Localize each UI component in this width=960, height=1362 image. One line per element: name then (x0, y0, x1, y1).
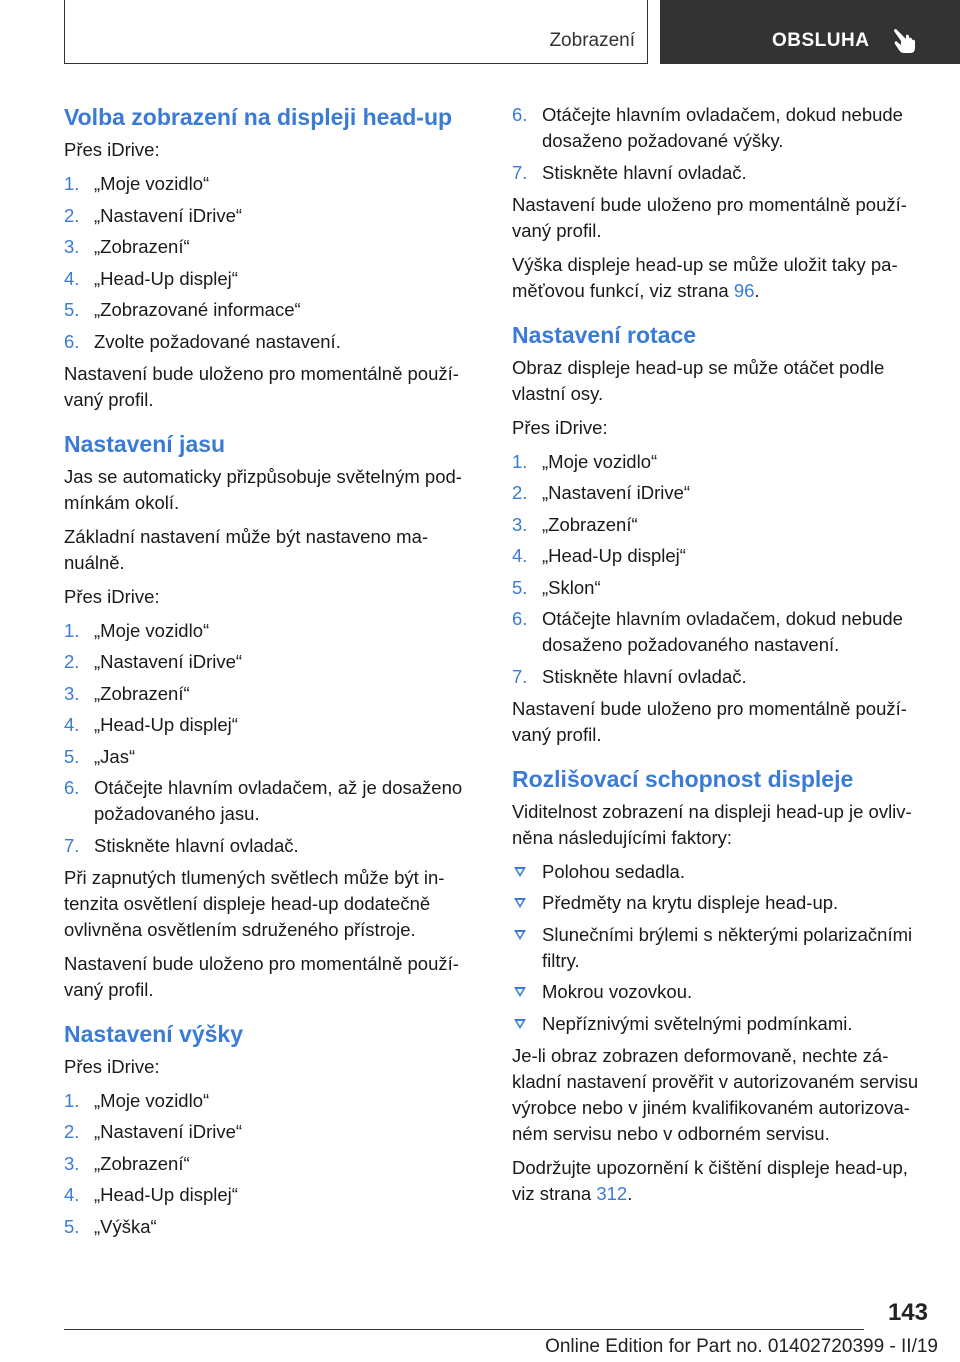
step-item (64, 266, 478, 292)
bullet-item (512, 859, 926, 885)
paragraph: Nastavení bude uloženo pro momentálně používaný profil. (512, 193, 907, 241)
paragraph: Nastavení bude uloženo pro momentálně používaný profil. (64, 362, 459, 410)
paragraph-text: Výška displeje head-up se může uložit taky paměťovou funkcí, viz strana (512, 253, 898, 301)
step-text: „Zobrazení“ (94, 236, 190, 257)
paragraph: Přes iDrive: (512, 416, 608, 438)
step-item (64, 234, 478, 260)
paragraph: Nastavení bude uloženo pro momentálně používaný profil. (512, 697, 907, 745)
bullet-text: Předměty na krytu displeje head-up. (542, 892, 839, 913)
footer-divider (64, 1329, 864, 1330)
step-number: 2. (512, 482, 528, 503)
page-number: 143 (887, 1299, 928, 1326)
step-number: 1. (64, 619, 80, 641)
step-item (64, 712, 478, 738)
step-text: „Zobrazení“ (94, 1152, 190, 1174)
step-text: „Head-Up displej“ (94, 1184, 238, 1205)
step-number: 7. (64, 834, 80, 856)
section-heading: Volba zobrazení na displeji head-up (64, 104, 453, 130)
section-heading: Nastavení výšky (64, 1020, 244, 1047)
step-number: 3. (64, 682, 80, 704)
paragraph: Obraz displeje head-up se může otáčet podle vlastní osy. (512, 356, 885, 404)
step-item (512, 575, 926, 601)
paragraph: Viditelnost zobrazení na displeji head-up je ovlivněna následujícími faktory: (512, 800, 912, 848)
step-number: 6. (64, 777, 80, 798)
triangle-bullet-icon (514, 1019, 526, 1029)
bullet-text: Nepříznivými světelnými podmínkami. (542, 1012, 853, 1034)
step-number: 7. (512, 665, 528, 687)
section-heading: Nastavení jasu (64, 430, 226, 457)
step-item (512, 449, 926, 475)
step-item (512, 160, 926, 186)
steps-list (64, 618, 478, 859)
bullet-item (512, 979, 926, 1005)
triangle-bullet-icon (514, 867, 526, 877)
step-number: 4. (64, 714, 80, 735)
step-text: „Nastavení iDrive“ (94, 651, 243, 672)
step-item (64, 1182, 478, 1208)
paragraph (512, 252, 926, 304)
step-item (512, 664, 926, 690)
header-chapter-box (660, 0, 960, 64)
step-number: 3. (64, 1152, 80, 1174)
right-column (512, 102, 926, 1215)
paragraph-text: . (754, 279, 760, 301)
paragraph: Přes iDrive: (64, 139, 160, 160)
paragraph: Nastavení bude uloženo pro momentálně používaný profil. (64, 952, 459, 1000)
step-text: „Moje vozidlo“ (94, 173, 210, 194)
page-link[interactable]: 96 (733, 279, 755, 301)
header-section-box (64, 0, 648, 64)
step-text: „Moje vozidlo“ (94, 619, 210, 641)
step-text: Stiskněte hlavní ovladač. (94, 834, 299, 856)
step-text: Stiskněte hlavní ovladač. (542, 161, 747, 183)
step-text: Otáčejte hlavním ovladačem, až je dosaženo požadovaného jasu. (94, 777, 463, 824)
bullet-item (512, 890, 926, 916)
step-item (64, 681, 478, 707)
bullet-item (512, 1011, 926, 1037)
step-text: „Zobrazení“ (542, 513, 638, 535)
step-item (64, 744, 478, 770)
step-number: 2. (64, 651, 80, 672)
step-item (64, 171, 478, 197)
step-item (512, 102, 926, 154)
step-item (64, 1151, 478, 1177)
step-number: 5. (512, 576, 528, 598)
steps-list (64, 1088, 478, 1240)
step-item (64, 775, 478, 827)
step-item (64, 1088, 478, 1114)
step-number: 5. (64, 1215, 80, 1237)
steps-list (512, 449, 926, 690)
step-item (64, 1119, 478, 1145)
paragraph: Základní nastavení může být nastaveno manuálně. (64, 525, 429, 573)
step-number: 3. (512, 513, 528, 535)
step-number: 2. (64, 1121, 80, 1142)
step-text: „Head-Up displej“ (94, 714, 238, 735)
triangle-bullet-icon (514, 930, 526, 940)
step-number: 5. (64, 745, 80, 767)
bullet-item (512, 922, 926, 974)
section-title: Zobrazení (549, 30, 635, 51)
step-text: Otáčejte hlavním ovladačem, dokud nebude dosaženo požadované výšky. (542, 104, 903, 151)
page-link[interactable]: 312 (596, 1182, 628, 1204)
step-text: Stiskněte hlavní ovladač. (542, 665, 747, 687)
step-item (512, 543, 926, 569)
step-item (64, 329, 478, 355)
triangle-bullet-icon (514, 987, 526, 997)
paragraph: Je-li obraz zobrazen deformovaně, nechte základní nastavení prověřit v autorizovaném servisu výrobce nebo v jiném kvalifikovaném autorizovaném servisu nebo v odborném servisu. (512, 1044, 919, 1144)
step-number: 7. (512, 161, 528, 183)
section-heading: Rozlišovací schopnost displeje (512, 765, 854, 792)
chapter-title: OBSLUHA (772, 30, 870, 51)
paragraph-text: Dodržujte upozornění k čištění displeje head-up, viz strana (512, 1156, 908, 1204)
bullet-list (512, 859, 926, 1037)
step-text: Otáčejte hlavním ovladačem, dokud nebude dosaženo požadovaného nastavení. (542, 608, 903, 655)
bullet-text: Polohou sedadla. (542, 860, 685, 882)
step-text: „Zobrazení“ (94, 682, 190, 704)
steps-list (512, 102, 926, 186)
step-text: „Head-Up displej“ (94, 267, 238, 289)
step-text: „Jas“ (94, 745, 136, 767)
step-number: 4. (64, 267, 80, 289)
step-text: „Nastavení iDrive“ (542, 482, 691, 503)
paragraph-text: . (627, 1182, 633, 1204)
step-number: 4. (512, 545, 528, 566)
step-text: „Nastavení iDrive“ (94, 204, 243, 226)
step-number: 4. (64, 1184, 80, 1205)
step-number: 6. (512, 104, 528, 125)
step-item (64, 649, 478, 675)
paragraph: Přes iDrive: (64, 1055, 160, 1077)
step-number: 6. (64, 330, 80, 352)
step-item (512, 606, 926, 658)
step-text: „Head-Up displej“ (542, 545, 686, 566)
step-item (512, 480, 926, 506)
step-item (64, 618, 478, 644)
edition-note: Online Edition for Part no. 01402720399 - II/19 (545, 1336, 938, 1357)
step-text: „Nastavení iDrive“ (94, 1121, 243, 1142)
paragraph (512, 1155, 926, 1207)
step-number: 5. (64, 299, 80, 320)
step-text: „Sklon“ (542, 576, 601, 598)
step-number: 1. (64, 173, 80, 194)
step-number: 6. (512, 608, 528, 629)
steps-list (64, 171, 478, 355)
bullet-text: Mokrou vozovkou. (542, 981, 693, 1002)
step-number: 1. (64, 1089, 80, 1111)
bullet-text: Slunečními brýlemi s některými polarizačními filtry. (542, 923, 913, 971)
triangle-bullet-icon (514, 898, 526, 908)
step-number: 1. (512, 450, 528, 472)
step-text: „Zobrazované informace“ (94, 299, 301, 320)
paragraph: Jas se automaticky přizpůsobuje světelným podmínkám okolí. (64, 465, 462, 513)
section-heading: Nastavení rotace (512, 321, 697, 348)
step-item (512, 512, 926, 538)
pointing-hand-icon (892, 26, 918, 54)
step-text: Zvolte požadované nastavení. (94, 330, 341, 352)
step-number: 3. (64, 236, 80, 257)
step-number: 2. (64, 204, 80, 226)
left-column (64, 100, 478, 1246)
step-item (64, 1214, 478, 1240)
step-item (64, 833, 478, 859)
step-text: „Výška“ (94, 1215, 157, 1237)
step-item (64, 297, 478, 323)
paragraph: Přes iDrive: (64, 585, 160, 607)
step-text: „Moje vozidlo“ (542, 450, 658, 472)
step-text: „Moje vozidlo“ (94, 1089, 210, 1111)
paragraph: Při zapnutých tlumených světlech může být intenzita osvětlení displeje head-up dodatečně ovlivněna osvětlením sdruženého přístroje. (64, 866, 445, 940)
step-item (64, 203, 478, 229)
